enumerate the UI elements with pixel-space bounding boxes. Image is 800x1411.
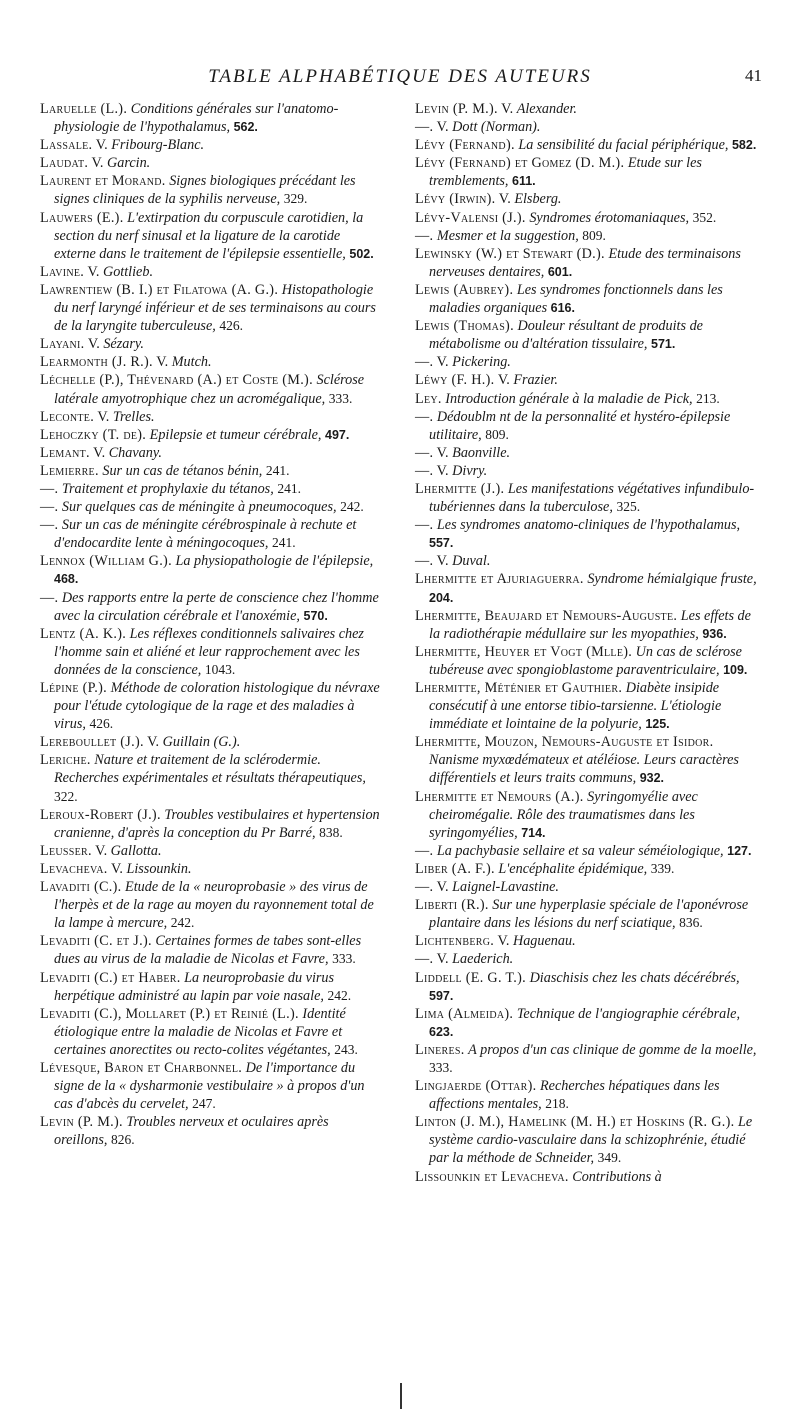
author-name: Leroux-Robert (J.). [40,806,161,823]
author-name: Linton (J. M.), Hamelink (M. H.) et Hoskins (R. G.). [415,1114,735,1131]
author-name: Lewis (Thomas). [415,318,514,335]
author-name: —. [415,354,434,371]
work-title: La physiopathologie de l'épilepsie, [175,553,374,570]
author-name: Lassale. [40,137,93,154]
author-name: Laurent et Morand. [40,173,166,190]
index-entry [415,317,757,353]
work-title: Recherches hépatiques dans les affections mentales, [429,1078,720,1113]
work-title: A propos d'un cas clinique de gomme de la moelle, [468,1041,757,1058]
page-reference: 582. [731,138,757,153]
author-name: Ley. [415,390,442,407]
author-name: Leusser. [40,842,92,859]
work-title: Duval. [452,553,491,570]
work-title: Traitement et prophylaxie du tétanos, [61,480,274,497]
work-title: Méthode de coloration histologique du névraxe pour l'étude cytologique de la rage et des maladies à virus, [54,680,380,733]
page-reference: 352. [692,209,717,225]
see-also-marker: V. [436,462,449,479]
page-reference: 241. [265,462,290,478]
work-title: Histopathologie du nerf laryngé inférieur et de ses terminaisons au cours de la laryngite tuberculeuse, [54,281,376,335]
page-reference: 329. [283,191,308,207]
work-title: Certaines formes de tabes sont-elles dues au virus de la maladie de Nicolas et Favre, [54,933,362,968]
work-title: Diaschisis chez les chats décérébrés, [529,969,740,986]
page-reference: 714. [521,825,546,840]
work-title: De l'importance du signe de la « dysharmonie vestibulaire » à propos d'un cas d'abcès du cervelet, [54,1059,365,1113]
index-entry [40,154,382,172]
page-header [0,66,800,90]
author-name: Lépine (P.). [40,680,108,696]
page-reference: 468. [54,572,79,587]
index-entry [415,878,757,896]
work-title: La sensibilité du facial périphérique, [518,137,729,154]
author-name: Lawrentiew (B. I.) et Filatowa (A. G.). [40,281,279,298]
page-reference: 242. [327,987,352,1003]
work-title: Introduction générale à la maladie de Pick, [445,390,693,407]
work-title: Trelles. [112,408,155,425]
index-entry [40,679,382,733]
page-reference: 426. [89,716,114,732]
work-title: La neuroprobasie du virus herpétique administré au lapin par voie nasale, [54,969,335,1004]
author-name: —. [40,589,59,606]
page-reference: 333. [332,951,356,967]
index-entry [40,371,382,407]
author-name: Léchelle (P.), Thévenard (A.) et Coste (M.). [40,372,313,389]
index-entry [40,552,382,588]
page-reference: 349. [597,1150,622,1166]
author-name: Layani. [40,336,85,353]
work-title: Divry. [452,462,488,479]
index-entry [415,932,757,950]
column-rule [400,1383,402,1409]
page-reference: 325. [616,499,641,515]
page-reference: 241. [277,480,301,496]
index-entry [415,390,757,408]
author-name: —. [415,408,434,425]
author-name: Levacheva. [40,860,108,877]
author-name: Leriche. [40,752,91,769]
author-name: Levin (P. M.). [40,1114,123,1131]
work-title: Garcin. [107,155,151,172]
index-entry [415,118,757,136]
page-reference: 597. [429,988,454,1003]
index-entry [40,932,382,968]
page-reference: 616. [550,301,575,316]
work-title: Sur une hyperplasie spéciale de l'aponévrose plantaire dans les lésions du nerf sciatique, [429,897,749,932]
index-entry [40,462,382,480]
author-name: Lineres. [415,1041,465,1058]
index-entry [40,353,382,371]
page-reference: 109. [723,662,748,677]
work-title: Technique de l'angiographie cérébrale, [516,1005,740,1022]
author-name: Lauwers (E.). [40,209,124,226]
index-entry [415,1077,757,1113]
index-entry [40,480,382,498]
work-title: Un cas de sclérose tubéreuse avec spongioblastome paraventriculaire, [429,643,742,678]
index-entry [40,842,382,860]
index-entry [40,589,382,625]
index-entry [40,751,382,805]
author-name: —. [415,951,434,968]
author-name: Lhermitte et Nemours (A.). [415,788,584,805]
index-entry [415,154,757,190]
work-title: Frazier. [513,372,558,389]
page-reference: 836. [679,915,703,931]
work-title: Les manifestations végétatives infundibulo-tubériennes dans la tuberculose, [429,480,755,516]
index-entry [415,969,757,1005]
see-also-marker: V. [436,553,449,570]
work-title: Alexander. [516,101,577,117]
index-entry [415,788,757,842]
author-name: Lissounkin et Levacheva. [415,1168,569,1185]
page-reference: 826. [111,1132,135,1148]
work-title: Contributions à [572,1168,662,1185]
work-title: Sézary. [103,336,144,353]
author-name: Lereboullet (J.). [40,734,144,751]
page-reference: 502. [349,246,374,261]
author-name: Levaditi (C.), Mollaret (P.) et Reinié (L.). [40,1005,299,1022]
author-name: Liddell (E. G. T.). [415,969,527,986]
page-reference: 426. [219,318,243,334]
page-reference: 333. [429,1059,453,1075]
index-entry [40,444,382,462]
author-name: —. [415,517,434,534]
index-entry [40,408,382,426]
left-column [40,100,382,1149]
work-title: Sclérose latérale amyotrophique chez un acromégalique, [54,372,365,407]
author-name: Lévy-Valensi (J.). [415,209,526,226]
author-name: —. [40,517,59,534]
see-also-marker: V. [93,444,106,461]
index-entry [415,552,757,570]
see-also-marker: V. [147,734,160,751]
index-entry [415,408,757,444]
work-title: Etude sur les tremblements, [429,155,702,190]
work-title: Etude des terminaisons nerveuses dentaires, [429,245,741,280]
work-title: Syndromes érotomaniaques, [529,209,690,226]
work-title: Chavany. [108,444,162,461]
page-reference: 241. [272,535,296,551]
page-reference: 562. [233,120,258,135]
author-name: Laruelle (L.). [40,101,128,117]
author-name: —. [415,553,434,570]
index-entry [40,1059,382,1113]
page-reference: 557. [429,536,454,551]
see-also-marker: V. [95,842,108,859]
index-entry [415,1113,757,1167]
running-title: TABLE ALPHABÉTIQUE DES AUTEURS [208,66,592,87]
index-entry [415,444,757,462]
index-entry [415,353,757,371]
see-also-marker: V. [436,879,449,896]
index-entry [40,100,382,136]
page-reference: 247. [192,1096,216,1112]
page-reference: 213. [696,390,720,406]
index-entry [415,1005,757,1041]
work-title: Syndrome hémialgique fruste, [587,571,757,588]
author-name: Lima (Almeida). [415,1005,514,1022]
see-also-marker: V. [87,336,100,353]
index-entry [40,625,382,679]
index-entry [415,860,757,878]
index-entry [415,1041,757,1077]
work-title: Les effets de la radiothérapie médullaire sur les myopathies, [429,607,751,642]
author-name: Léwy (F. H.). [415,372,495,389]
see-also-marker: V. [91,155,104,172]
author-name: Levaditi (C.) et Haber. [40,969,181,986]
work-title: Etude de la « neuroprobasie » des virus de l'herpès et de la rage au moyen du rayonnement total de la lampe à mercure, [54,879,374,932]
author-name: Lingjaerde (Ottar). [415,1078,537,1095]
work-title: Baonville. [452,444,511,461]
author-name: —. [415,462,434,479]
page-reference: 322. [54,788,78,804]
work-title: Conditions générales sur l'anatomo-physiologie de l'hypothalamus, [54,101,339,136]
work-title: Les syndromes anatomo-cliniques de l'hypothalamus, [436,517,741,534]
page-reference: 242. [340,499,364,515]
page-reference: 601. [547,264,573,279]
page-reference: 936. [702,626,727,641]
author-name: Lennox (William G.). [40,553,172,570]
page-reference: 204. [429,590,454,605]
author-name: —. [40,480,59,497]
index-entry [415,462,757,480]
page-reference: 838. [319,824,343,840]
index-entry [40,1113,382,1149]
author-name: Lévesque, Baron et Charbonnel. [40,1059,243,1076]
author-name: Lhermitte, Heuyer et Vogt (Mlle). [415,643,633,660]
index-entry [40,335,382,353]
index-entry [415,209,757,227]
work-title: La pachybasie sellaire et sa valeur séméiologique, [436,842,724,859]
author-name: Laudat. [40,155,89,172]
index-entry [40,860,382,878]
author-name: —. [415,119,434,136]
index-entry [40,498,382,516]
work-title: L'extirpation du corpuscule carotidien, la section du nerf sinusal et la ligature de la carotide externe dans le traitement de l'épilepsie essentielle, [54,209,364,262]
see-also-marker: V. [498,191,511,208]
author-name: Liber (A. F.). [415,860,495,877]
index-entry [40,136,382,154]
author-name: —. [415,842,434,859]
see-also-marker: V. [110,860,123,877]
see-also-marker: V. [436,444,449,461]
author-name: —. [415,444,434,461]
page-reference: 623. [429,1024,454,1039]
see-also-marker: V. [95,137,108,154]
work-title: Les réflexes conditionnels salivaires chez l'homme sain et aliéné et leur rapprochement avec les données de la conscience, [54,625,364,678]
page-reference: 127. [727,843,752,858]
page-reference: 932. [639,771,665,786]
author-name: Liberti (R.). [415,897,489,914]
index-entry [415,136,757,154]
author-name: Lewis (Aubrey). [415,281,514,298]
author-name: Lehoczky (T. de). [40,426,147,443]
author-name: Lhermitte (J.). [415,480,505,497]
index-entry [40,209,382,263]
work-title: Haguenau. [512,933,576,950]
page-reference: 125. [645,717,670,732]
work-title: Lissounkin. [126,860,192,877]
author-name: —. [415,227,434,244]
index-entry [40,733,382,751]
work-title: Dott (Norman). [452,119,541,136]
work-title: Elsberg. [514,191,562,208]
work-title: Epilepsie et tumeur cérébrale, [149,426,322,443]
see-also-marker: V. [87,263,100,280]
page-reference: 571. [651,337,676,352]
author-name: Lhermitte, Méténier et Gauthier. [415,680,623,696]
work-title: Le système cardio-vasculaire dans la schizophrénie, étudié par la méthode de Schneider, [429,1114,753,1167]
page-reference: 243. [334,1041,358,1057]
index-entry [40,281,382,335]
author-name: Levaditi (C. et J.). [40,933,152,950]
author-name: Lhermitte et Ajuriaguerra. [415,571,584,588]
index-entry [415,896,757,932]
author-name: —. [415,879,434,896]
see-also-marker: V. [436,951,449,968]
author-name: Lemierre. [40,462,99,479]
page-reference: 570. [303,608,328,623]
index-entry [40,263,382,281]
index-entry [415,679,757,733]
work-title: Pickering. [452,354,511,371]
author-name: Lewinsky (W.) et Stewart (D.). [415,245,605,262]
page-reference: 333. [328,390,353,406]
index-entry [40,806,382,842]
author-name: Lichtenberg. [415,933,495,950]
see-also-marker: V. [97,408,110,425]
author-name: Lévy (Irwin). [415,191,496,208]
author-name: Lemant. [40,444,90,461]
index-entry [415,190,757,208]
work-title: L'encéphalite épidémique, [498,860,648,877]
work-title: Troubles nerveux et oculaires après oreillons, [54,1114,329,1149]
index-entry [415,607,757,643]
author-name: Lentz (A. K.). [40,625,127,642]
see-also-marker: V. [497,933,510,950]
page-reference: 611. [512,174,536,189]
work-title: Nature et traitement de la sclérodermie. Recherches expérimentales et résultats thérapeutiques, [54,752,366,787]
right-column [415,100,757,1186]
work-title: Dédoublm nt de la personnalité et hystéro-épilepsie utilitaire, [429,408,731,443]
work-title: Gallotta. [110,842,162,859]
index-entry [40,878,382,932]
work-title: Mesmer et la suggestion, [436,227,579,244]
work-title: Sur quelques cas de méningite à pneumocoques, [61,499,337,516]
author-name: Lhermitte, Mouzon, Nemours-Auguste et Isidor. [415,734,714,751]
work-title: Des rapports entre la perte de conscience chez l'homme avec la circulation cérébrale et l'anoxémie, [54,589,379,624]
index-entry [415,227,757,245]
index-entry [415,281,757,317]
index-entry [415,516,757,552]
index-entry [415,950,757,968]
index-entry [415,480,757,516]
see-also-marker: V. [156,354,169,371]
see-also-marker: V. [436,119,449,136]
index-entry [415,245,757,281]
see-also-marker: V. [497,372,510,389]
work-title: Identité étiologique entre la maladie de Nicolas et Favre et certaines anorectites ou recto-colites végétantes, [54,1005,346,1058]
work-title: Fribourg-Blanc. [111,137,205,154]
work-title: Signes biologiques précédant les signes cliniques de la syphilis nerveuse, [54,173,356,208]
work-title: Douleur résultant de produits de métabolisme ou d'altération tissulaire, [429,318,703,353]
page-reference: 1043. [204,661,236,677]
work-title: Gottlieb. [102,263,153,280]
see-also-marker: V. [436,354,449,371]
work-title: Les syndromes fonctionnels dans les maladies organiques [429,281,723,317]
index-entry [415,1168,757,1186]
author-name: —. [40,499,59,516]
author-name: Lhermitte, Beaujard et Nemours-Auguste. [415,607,678,624]
work-title: Guillain (G.). [162,734,241,751]
index-entry [415,371,757,389]
page-reference: 242. [170,915,195,931]
work-title: Mutch. [171,354,212,371]
page-reference: 809. [485,426,509,442]
author-name: Learmonth (J. R.). [40,354,153,371]
see-also-marker: V. [501,101,514,117]
index-entry [415,100,757,118]
work-title: Troubles vestibulaires et hypertension cranienne, d'après la conception du Pr Barré, [54,806,380,841]
index-entry [415,643,757,679]
page-reference: 809. [582,227,606,243]
author-name: Lévy (Fernand) et Gomez (D. M.). [415,155,625,172]
page-reference: 218. [545,1096,569,1112]
index-entry [415,570,757,606]
index-entry [415,733,757,787]
work-title: Laederich. [452,951,514,968]
page-reference: 339. [650,860,675,876]
page-reference: 497. [325,427,350,442]
author-name: Lévy (Fernand). [415,137,515,154]
index-entry [40,969,382,1005]
work-title: Sur un cas de tétanos bénin, [102,462,263,479]
page-number: 41 [745,66,762,85]
author-name: Lavine. [40,263,85,280]
work-title: Sur un cas de méningite cérébrospinale à rechute et d'endocardite lente à méningocoques, [54,517,357,552]
index-entry [40,516,382,552]
author-name: Levin (P. M.). [415,101,498,117]
work-title: Nanisme myxœdémateux et atéléiose. Leurs caractères différentiels et leurs traits communs, [429,752,739,787]
work-title: Diabète insipide consécutif à une entorse tibio-tarsienne. L'étiologie immédiate et lointaine de la polyurie, [429,680,722,733]
author-name: Lavaditi (C.). [40,879,122,896]
author-name: Leconte. [40,408,95,425]
index-entry [40,1005,382,1059]
index-entry [415,842,757,860]
index-entry [40,172,382,208]
index-entry [40,426,382,444]
work-title: Laignel-Lavastine. [452,879,559,896]
work-title: Syringomyélie avec cheiromégalie. Rôle des traumatismes dans les syringomyélies, [429,788,698,841]
